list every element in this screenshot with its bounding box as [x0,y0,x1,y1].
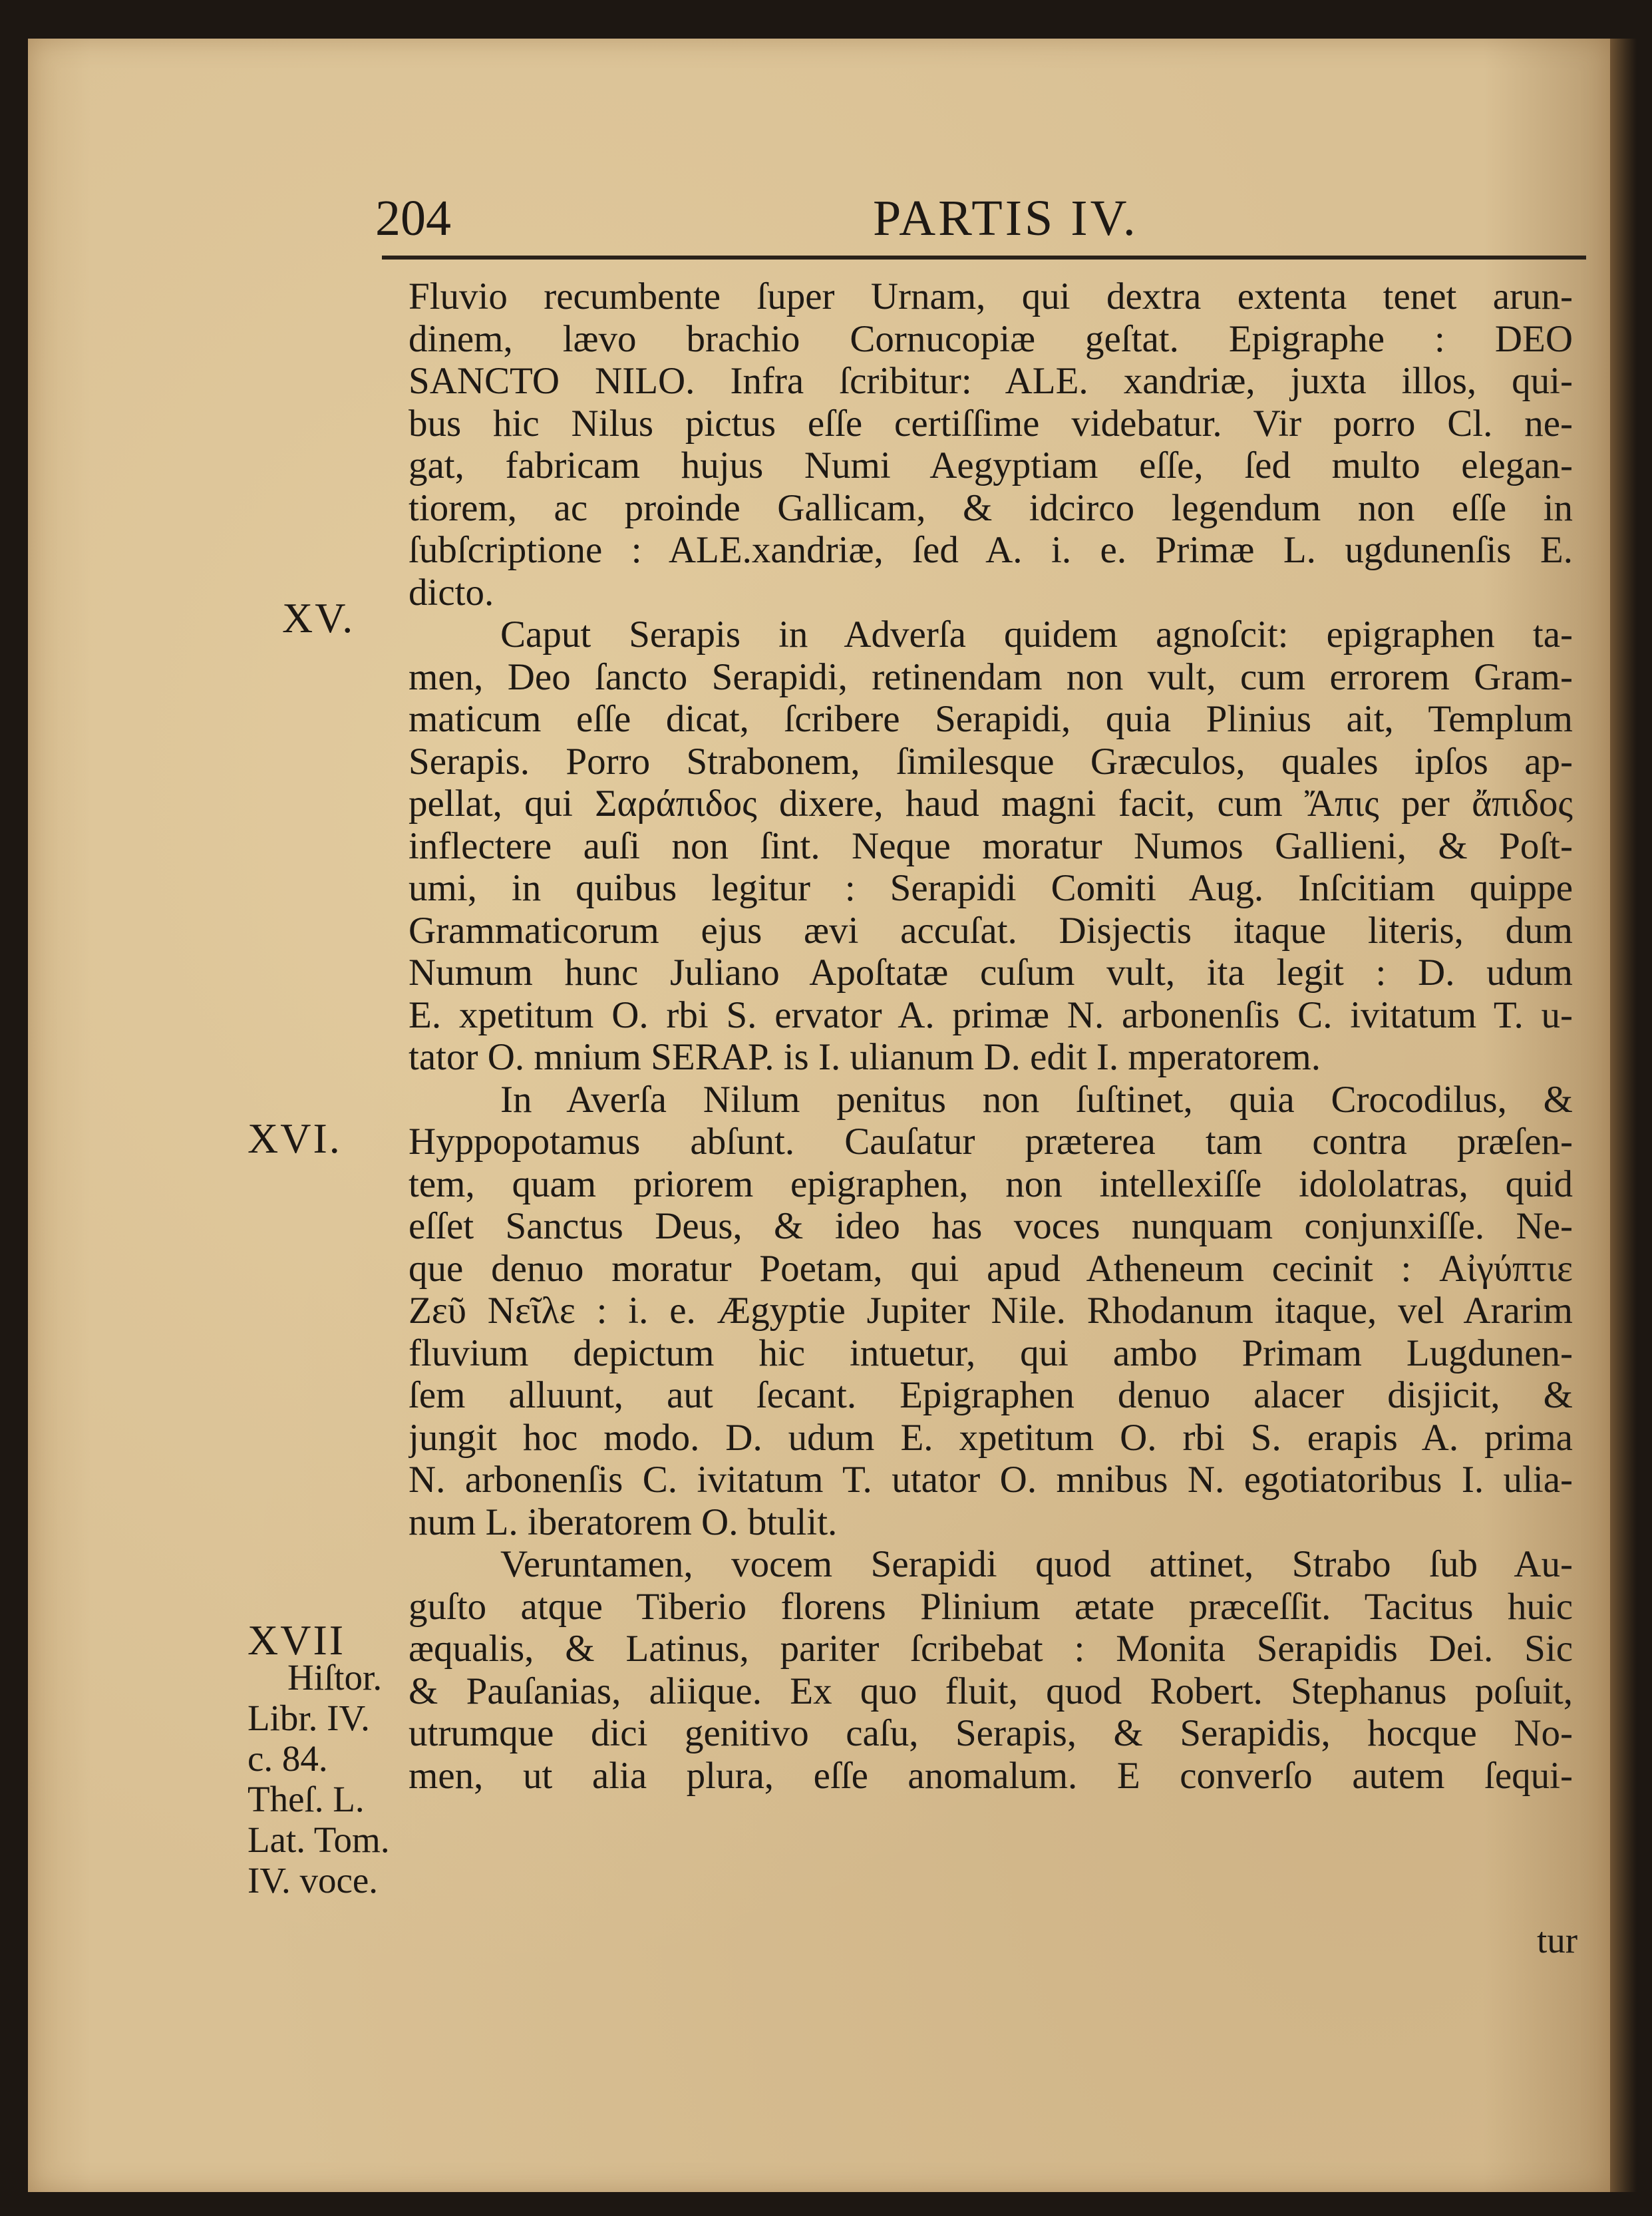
text-line: ſubſcriptione : ALE.xandriæ, ſed A. i. e. Primæ L. ugdunenſis E. [409,529,1573,571]
text-line: dinem, lævo brachio Cornucopiæ geſtat. Epigraphe : DEO [409,317,1573,360]
margin-note-line: Libr. IV. [248,1698,370,1738]
text-line: ſem alluunt, aut ſecant. Epigraphen denuo alacer disjicit, & [409,1374,1573,1416]
running-head [28,192,1610,245]
part-title: PARTIS IV. [873,190,1138,246]
text-line: Numum hunc Juliano Apoſtatæ cuſum vult, ita legit : D. udum [409,952,1573,994]
text-line: jungit hoc modo. D. udum E. xpetitum O. rbi S. erapis A. prima [409,1416,1573,1459]
book-page [28,39,1610,2192]
margin-note-line: Theſ. L. [248,1779,365,1819]
text-line: eſſet Sanctus Deus, & ideo has voces nunquam conjunxiſſe. Ne- [409,1205,1573,1247]
margin-note-line: Hiſtor. [287,1657,383,1698]
text-line: & Pauſanias, aliique. Ex quo fluit, quod Robert. Stephanus poſuit, [409,1670,1573,1712]
margin-reference-note [248,1657,390,1901]
text-line: Ζεῦ Νεῖλε : i. e. Ægyptie Jupiter Nile. Rhodanum itaque, vel Ararim [409,1290,1573,1332]
body-text [409,276,1573,1797]
section-number-xvi: XVI. [248,1115,342,1162]
margin-note-line: Lat. Tom. [248,1819,390,1860]
text-line: N. arbonenſis C. ivitatum T. utator O. mnibus N. egotiatoribus I. ulia- [409,1459,1573,1501]
text-line: Hyppopotamus abſunt. Cauſatur præterea tam contra præſen- [409,1121,1573,1163]
text-line: men, Deo ſancto Serapidi, retinendam non vult, cum errorem Gram- [409,655,1573,698]
margin-note-line: IV. voce. [248,1860,379,1901]
text-line: tiorem, ac proinde Gallicam, & idcirco legendum non eſſe in [409,486,1573,529]
text-line: umi, in quibus legitur : Serapidi Comiti Aug. Inſcitiam quippe [409,867,1573,909]
text-line: pellat, qui Σαράπιδος dixere, haud magni facit, cum Ἄπις per ἄπιδος [409,783,1573,825]
text-line: Grammaticorum ejus ævi accuſat. Disjectis itaque literis, dum [409,909,1573,952]
text-line: tator O. mnium SERAP. is I. ulianum D. edit I. mperatorem. [409,1036,1321,1078]
book-spine [1610,39,1637,2192]
text-line: gat, fabricam hujus Numi Aegyptiam eſſe, ſed multo elegan- [409,445,1573,486]
text-line: Serapis. Porro Strabonem, ſimilesque Græculos, quales ipſos ap- [409,740,1573,783]
text-line: bus hic Nilus pictus eſſe certiſſime videbatur. Vir porro Cl. ne- [409,402,1573,445]
text-line: E. xpetitum O. rbi S. ervator A. primæ N. arbonenſis C. ivitatum T. u- [409,994,1573,1036]
text-line: tem, quam priorem epigraphen, non intellexiſſe idololatras, quid [409,1163,1573,1205]
text-line: utrumque dici genitivo caſu, Serapis, & Serapidis, hocque No- [409,1712,1573,1754]
catchword: tur [1537,1920,1578,1960]
text-line: inflectere auſi non ſint. Neque moratur Numos Gallieni, & Poſt- [409,825,1573,867]
header-rule [382,256,1586,260]
text-line: æqualis, & Latinus, pariter ſcribebat : Monita Serapidis Dei. Sic [409,1628,1573,1670]
margin-note-line: c. 84. [248,1738,328,1779]
text-line: Caput Serapis in Adverſa quidem agnoſcit: epigraphen ta- [500,614,1573,655]
text-line: SANCTO NILO. Infra ſcribitur: ALE. xandriæ, juxta illos, qui- [409,360,1573,402]
section-number-xvii: XVII [248,1616,346,1664]
text-line: que denuo moratur Poetam, qui apud Atheneum cecinit : Αἰγύπτιε [409,1247,1573,1290]
text-line: Fluvio recumbente ſuper Urnam, qui dextra extenta tenet arun- [409,276,1573,317]
text-line: men, ut alia plura, eſſe anomalum. E converſo autem ſequi- [409,1754,1573,1797]
text-line: num L. iberatorem O. btulit. [409,1501,838,1543]
section-number-xv: XV. [282,594,355,642]
text-line: Veruntamen, vocem Serapidi quod attinet, Strabo ſub Au- [500,1543,1573,1585]
text-line: fluvium depictum hic intuetur, qui ambo Primam Lugdunen- [409,1332,1573,1374]
page-number: 204 [375,190,451,246]
text-line: In Averſa Nilum penitus non ſuſtinet, quia Crocodilus, & [500,1078,1573,1121]
text-line: guſto atque Tiberio florens Plinium ætate præceſſit. Tacitus huic [409,1585,1573,1628]
text-line: maticum eſſe dicat, ſcribere Serapidi, quia Plinius ait, Templum [409,698,1573,740]
text-line: dicto. [409,571,494,614]
